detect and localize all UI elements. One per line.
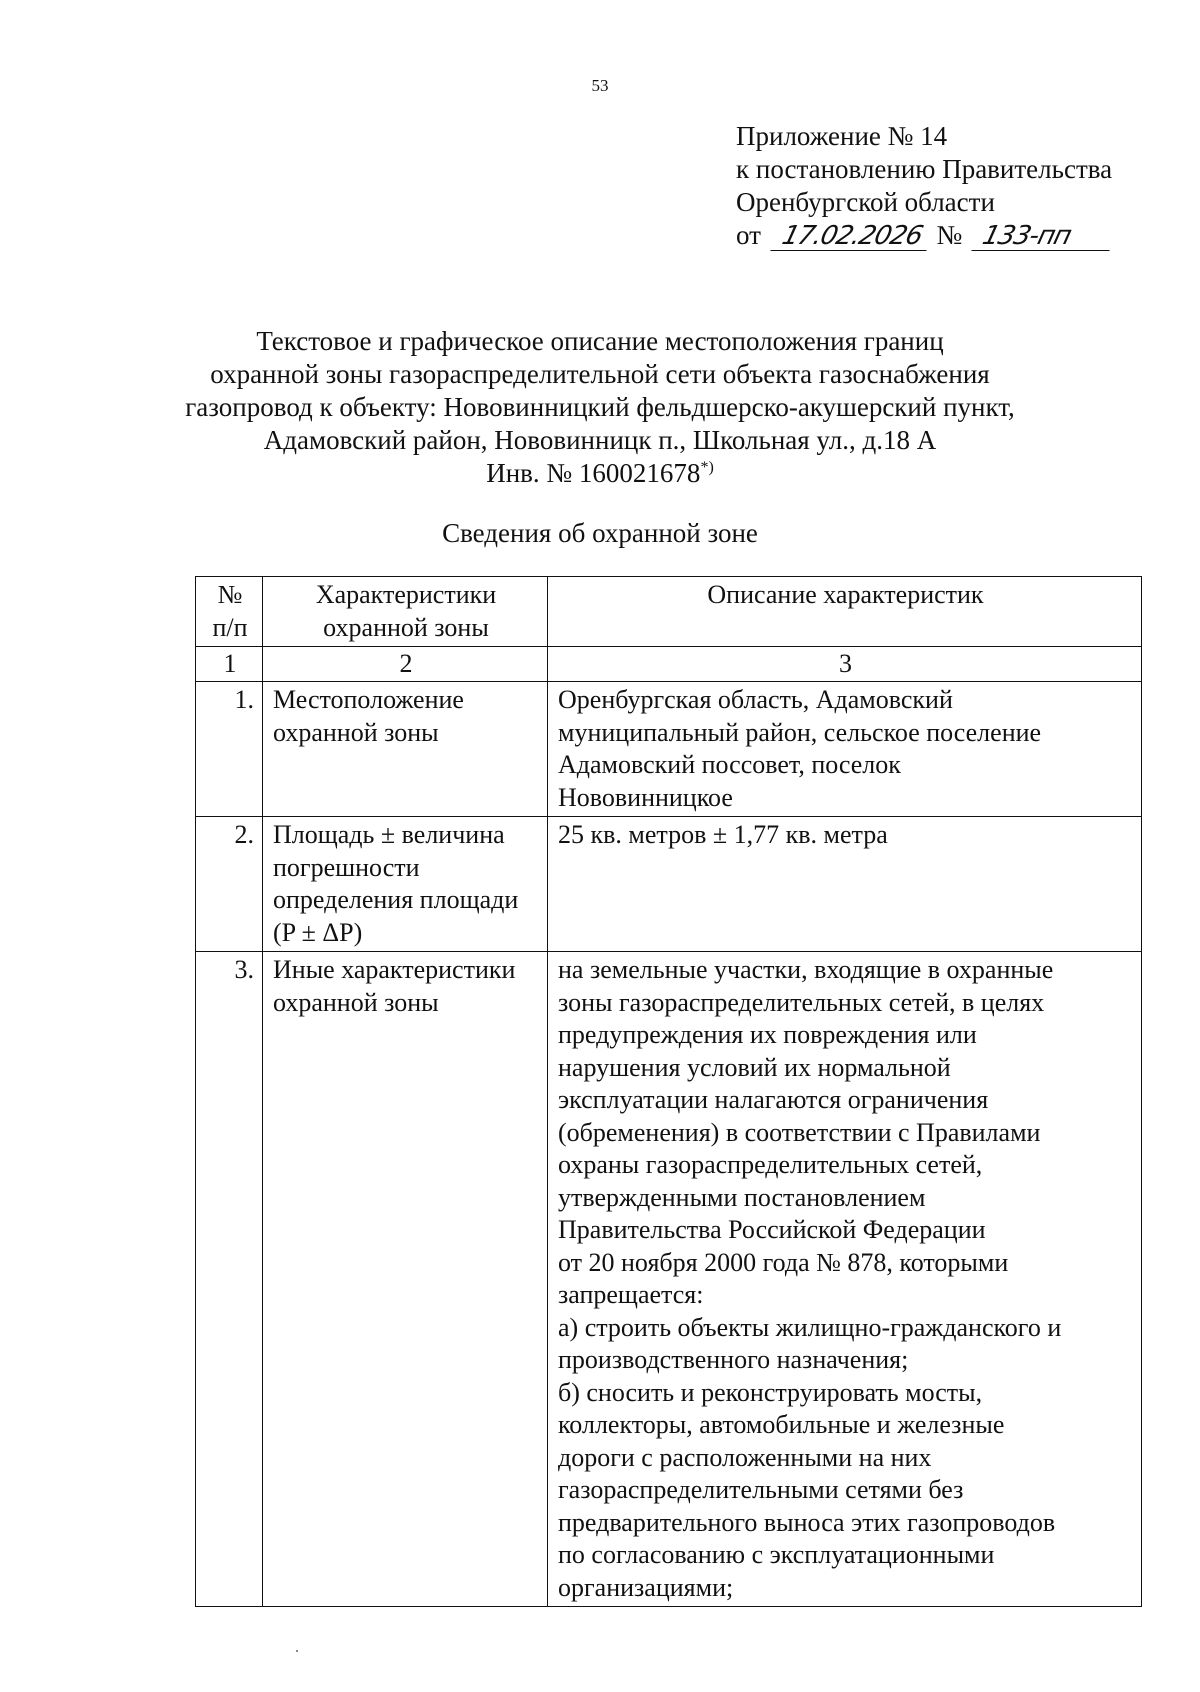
row-description <box>548 817 1142 952</box>
cell-line: на земельные участки, входящие в охранные <box>558 955 1054 984</box>
cell-line: 25 кв. метров ± 1,77 кв. метра <box>558 820 888 849</box>
header-line: № <box>217 580 243 609</box>
row-number: 3. <box>196 952 263 1607</box>
section-subtitle: Сведения об охранной зоне <box>442 518 758 548</box>
from-label: от <box>736 220 761 250</box>
index-cell: 2 <box>263 647 548 682</box>
cell-line: Нововинницкое <box>558 782 733 812</box>
title-line-5 <box>0 457 1200 490</box>
cell-line: б) сносить и реконструировать мосты, <box>558 1377 983 1407</box>
title-line-3: газопровод к объекту: Нововинницкий фельдшерско-акушерский пункт, <box>185 392 1015 422</box>
cell-line: нарушения условий их нормальной <box>558 1052 951 1082</box>
row-characteristic <box>263 682 548 817</box>
cell-line: зоны газораспределительных сетей, в целях <box>558 987 1045 1017</box>
cell-line: коллекторы, автомобильные и железные <box>558 1410 1005 1439</box>
header-line: п/п <box>212 612 248 642</box>
index-cell: 3 <box>548 647 1142 682</box>
cell-line: дороги с расположенными на них <box>558 1442 932 1472</box>
cell-line: охранной зоны <box>273 987 439 1017</box>
cell-line: Площадь ± величина <box>273 820 505 849</box>
title-line-4: Адамовский район, Нововинницк п., Школьная ул., д.18 А <box>263 425 937 455</box>
cell-line: (P ± ΔP) <box>273 917 363 947</box>
scan-speck <box>296 1650 298 1652</box>
document-title <box>0 325 1200 490</box>
cell-line: охраны газораспределительных сетей, <box>558 1150 983 1179</box>
cell-line: предупреждения их повреждения или <box>558 1020 977 1049</box>
handwritten-number: 133-пп <box>971 222 1116 251</box>
cell-line: Адамовский поссовет, поселок <box>558 750 901 779</box>
appendix-line-3: Оренбургской области <box>736 187 995 217</box>
appendix-block <box>736 120 1113 252</box>
title-line-2: охранной зоны газораспределительной сети объекта газоснабжения <box>210 359 990 389</box>
header-col-characteristics <box>263 577 548 647</box>
cell-line: организациями; <box>558 1572 734 1602</box>
zone-info-table <box>195 576 1142 1607</box>
handwritten-date: 17.02.2026 <box>770 222 933 251</box>
header-line: Характеристики <box>315 580 497 609</box>
cell-line: по согласованию с эксплуатационными <box>558 1540 995 1569</box>
cell-line: охранной зоны <box>273 717 439 747</box>
cell-line: погрешности <box>273 852 420 882</box>
row-number: 2. <box>196 817 263 952</box>
inventory-number: Инв. № 160021678 <box>486 458 701 488</box>
cell-line: от 20 ноября 2000 года № 878, которыми <box>558 1247 1009 1277</box>
header-col-description: Описание характеристик <box>548 577 1142 647</box>
header-line: охранной зоны <box>323 612 489 642</box>
cell-line: утвержденными постановлением <box>558 1182 926 1212</box>
table-row <box>196 817 1142 952</box>
appendix-line-1: Приложение № 14 <box>736 121 948 151</box>
page-number: 53 <box>591 76 609 95</box>
table-index-row <box>196 647 1142 682</box>
cell-line: Правительства Российской Федерации <box>558 1215 986 1244</box>
footnote-mark: *) <box>700 459 714 476</box>
row-characteristic <box>263 952 548 1607</box>
cell-line: определения площади <box>273 885 519 914</box>
table-row <box>196 682 1142 817</box>
appendix-line-2: к постановлению Правительства <box>736 154 1113 184</box>
row-characteristic <box>263 817 548 952</box>
number-label: № <box>936 220 963 250</box>
appendix-date-number-line <box>736 219 1113 252</box>
cell-line: эксплуатации налагаются ограничения <box>558 1085 989 1114</box>
table-header-row <box>196 577 1142 647</box>
cell-line: производственного назначения; <box>558 1345 909 1374</box>
cell-line: а) строить объекты жилищно-гражданского и <box>558 1312 1062 1342</box>
title-line-1: Текстовое и графическое описание местоположения границ <box>256 326 944 356</box>
cell-line: предварительного выноса этих газопроводов <box>558 1507 1056 1537</box>
row-description <box>548 952 1142 1607</box>
cell-line: запрещается: <box>558 1280 704 1309</box>
row-description <box>548 682 1142 817</box>
row-number: 1. <box>196 682 263 817</box>
cell-line: Местоположение <box>273 685 464 714</box>
cell-line: (обременения) в соответствии с Правилами <box>558 1117 1041 1147</box>
cell-line: муниципальный район, сельское поселение <box>558 717 1042 747</box>
cell-line: Оренбургская область, Адамовский <box>558 685 953 714</box>
table-row <box>196 952 1142 1607</box>
cell-line: Иные характеристики <box>273 955 516 984</box>
header-col-number <box>196 577 263 647</box>
index-cell: 1 <box>196 647 263 682</box>
cell-line: газораспределительными сетями без <box>558 1475 964 1504</box>
